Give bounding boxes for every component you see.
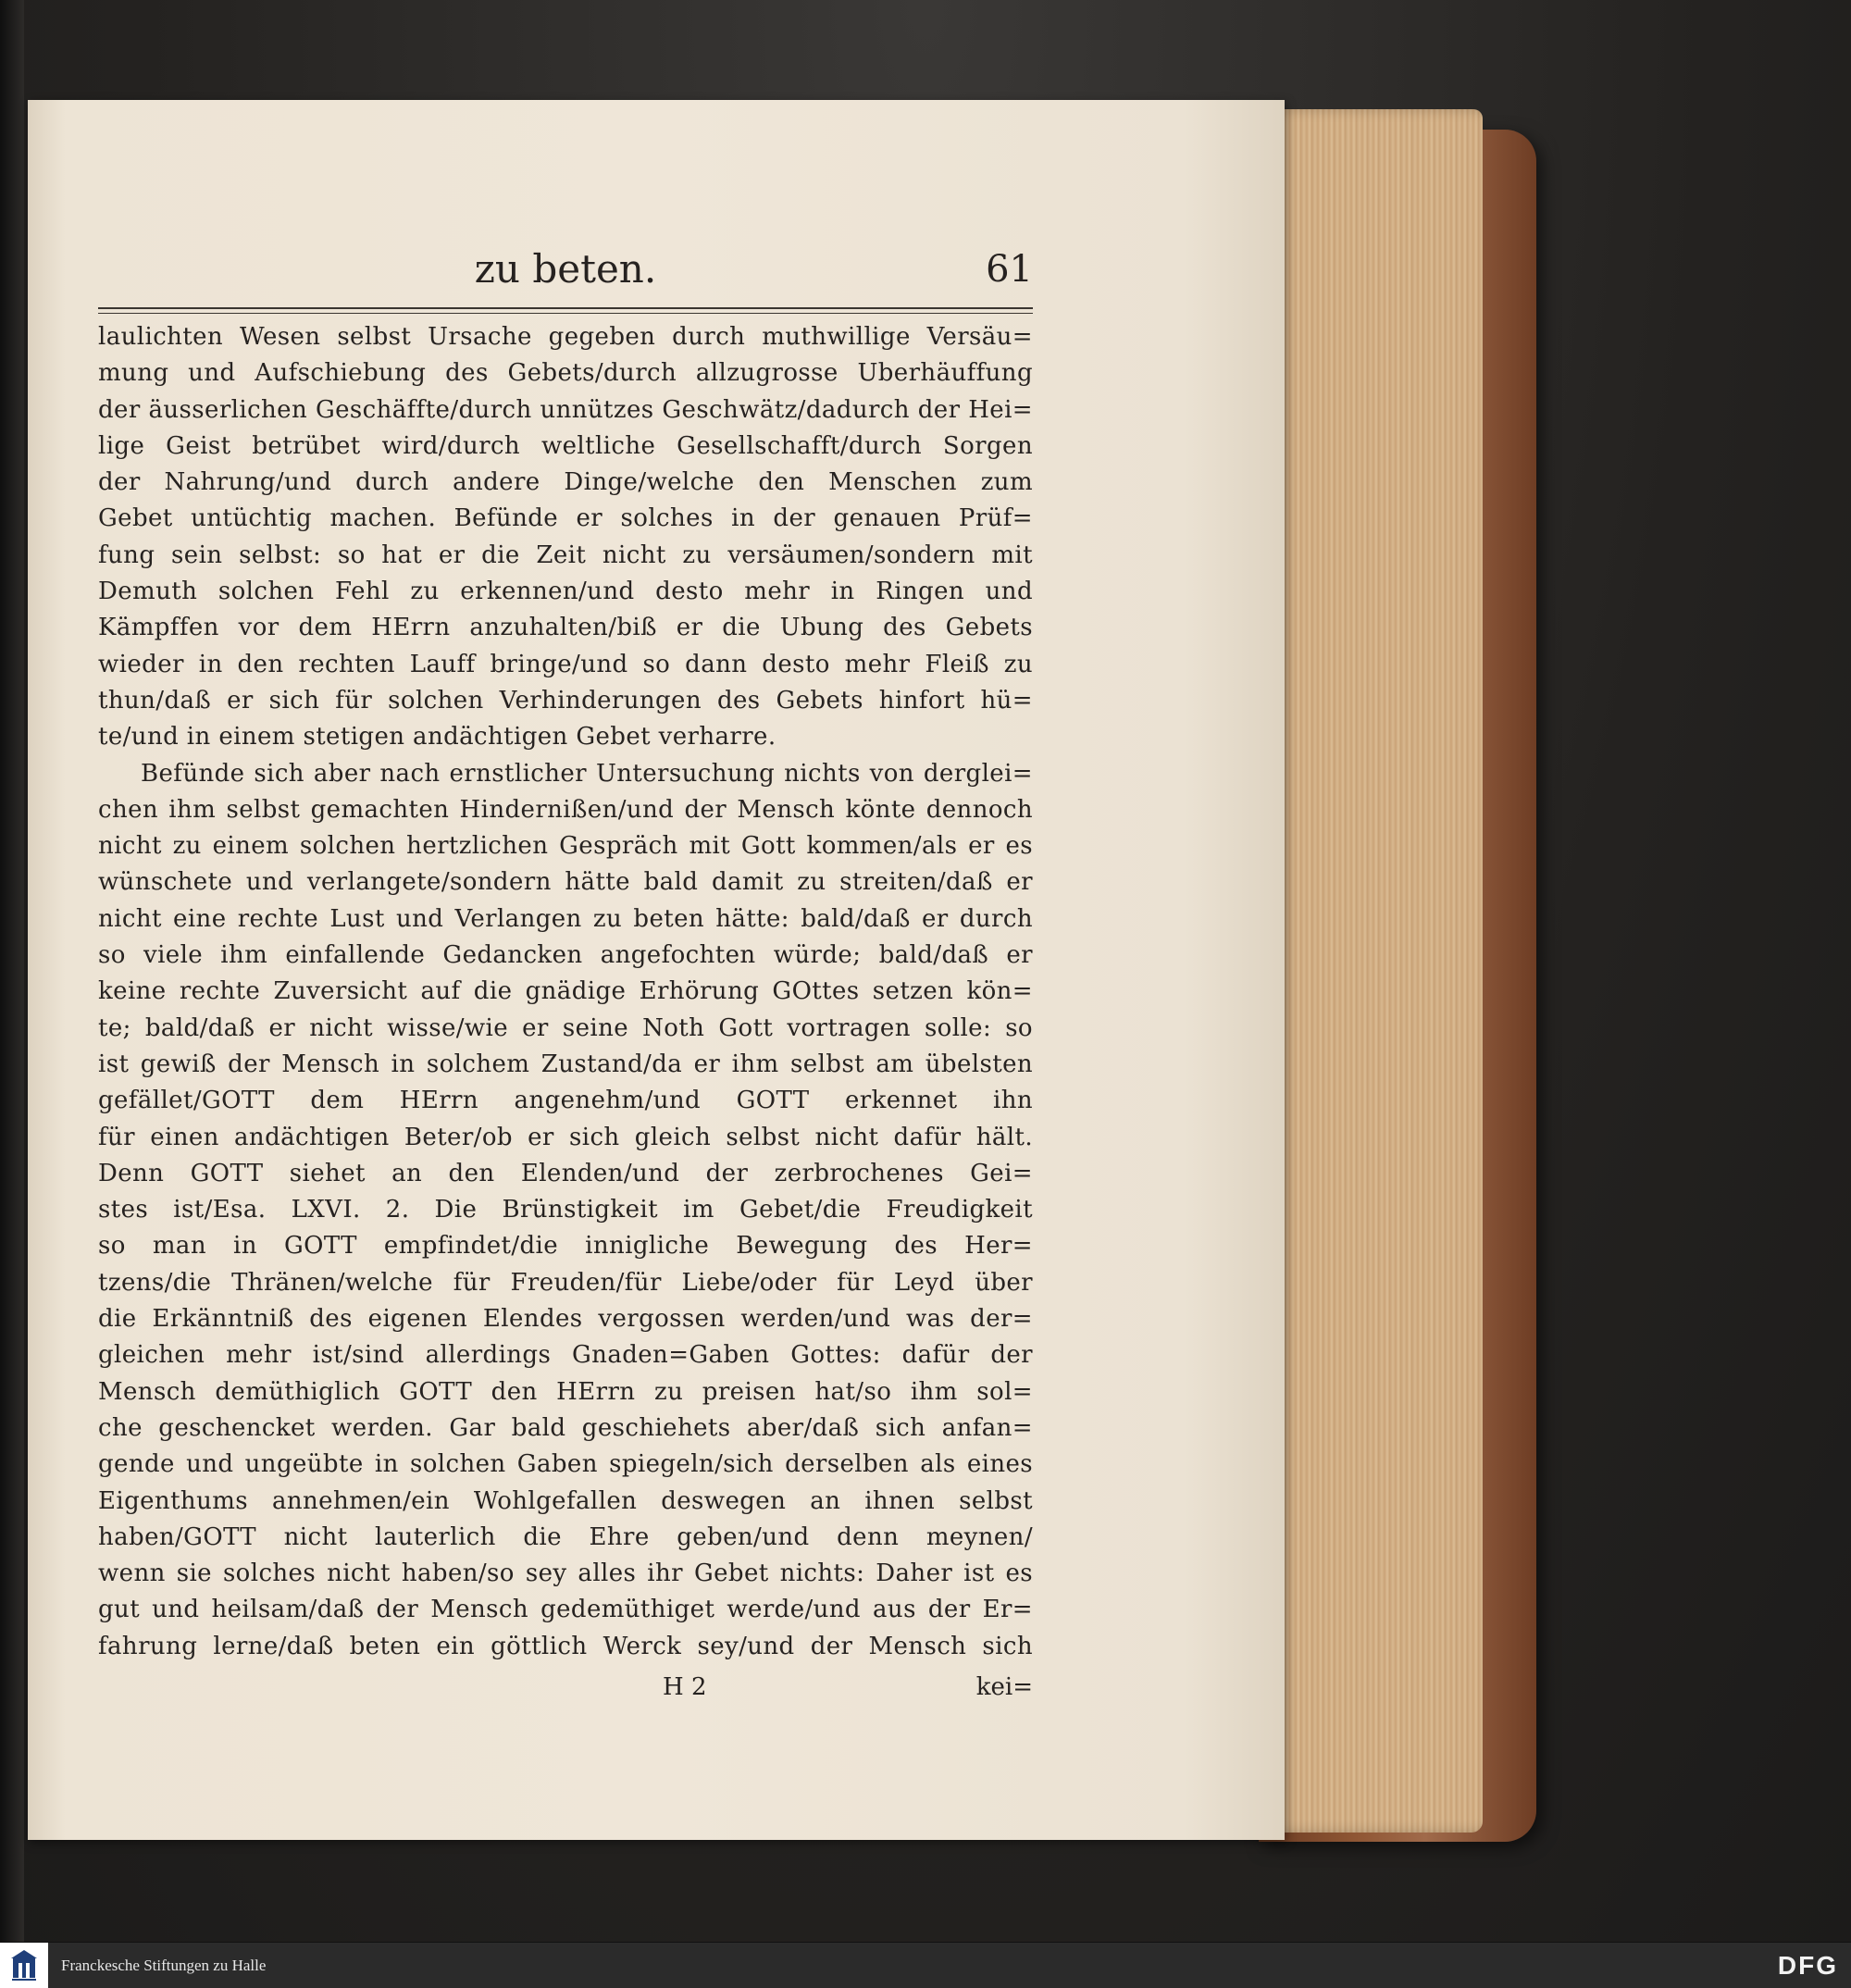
text-line: mung und Aufschiebung des Gebets/durch allzugrosse Uberhäuffung <box>98 359 1033 388</box>
text-line: chen ihm selbst gemachten Hindernißen/und der Mensch könte dennoch <box>98 795 1033 824</box>
page-edges <box>1268 109 1483 1833</box>
text-line: tzens/die Thränen/welche für Freuden/für Liebe/oder für Leyd über <box>98 1268 1033 1297</box>
left-page-edge <box>0 0 24 1942</box>
dfg-logo-icon[interactable]: DFG <box>1777 1951 1838 1980</box>
book-page <box>28 100 1285 1840</box>
text-line: nicht eine rechte Lust und Verlangen zu beten hätte: bald/daß er durch <box>98 904 1033 933</box>
text-line: ist gewiß der Mensch in solchem Zustand/da er ihm selbst am übelsten <box>98 1050 1033 1078</box>
text-line: die Erkänntniß des eigenen Elendes vergossen werden/und was der= <box>98 1305 1033 1334</box>
running-title: zu beten. <box>474 246 657 292</box>
text-line: keine rechte Zuversicht auf die gnädige Erhörung GOttes setzen kön= <box>98 977 1033 1006</box>
text-line: gleichen mehr ist/sind allerdings Gnaden=Gaben Gottes: dafür der <box>98 1341 1033 1370</box>
text-line: fung sein selbst: so hat er die Zeit nicht zu versäumen/sondern mit <box>98 540 1033 569</box>
catchword: kei= <box>975 1672 1033 1701</box>
viewer-footer <box>0 1942 1851 1988</box>
signature-line <box>98 1669 1033 1706</box>
text-line: so man in GOTT empfindet/die innigliche Bewegung des Her= <box>98 1232 1033 1261</box>
text-line: fahrung lerne/daß beten ein göttlich Werck sey/und der Mensch sich <box>98 1632 1033 1660</box>
text-line: che geschencket werden. Gar bald geschiehets aber/daß sich anfan= <box>98 1413 1033 1442</box>
text-line: haben/GOTT nicht lauterlich die Ehre geben/und denn meynen/ <box>98 1522 1033 1551</box>
text-line: lige Geist betrübet wird/durch weltliche Gesellschafft/durch Sorgen <box>98 431 1033 460</box>
header-rule <box>98 307 1033 314</box>
text-line: so viele ihm einfallende Gedancken angefochten würde; bald/daß er <box>98 941 1033 970</box>
institution-link[interactable]: Franckesche Stiftungen zu Halle <box>61 1957 267 1974</box>
text-line: te; bald/daß er nicht wisse/wie er seine Noth Gott vortragen solle: so <box>98 1013 1033 1042</box>
text-line: der äusserlichen Geschäffte/durch unnützes Geschwätz/dadurch der Hei= <box>98 395 1033 424</box>
text-line: Eigenthums annehmen/ein Wohlgefallen deswegen an ihnen selbst <box>98 1486 1033 1515</box>
text-line: thun/daß er sich für solchen Verhinderungen des Gebets hinfort hü= <box>98 686 1033 714</box>
text-line: te/und in einem stetigen andächtigen Gebet verharre. <box>98 723 776 752</box>
text-line: Denn GOTT siehet an den Elenden/und der zerbrochenes Gei= <box>98 1159 1033 1187</box>
text-line: gende und ungeübte in solchen Gaben spiegeln/sich derselben als eines <box>98 1450 1033 1479</box>
text-line: wenn sie solches nicht haben/so sey alles ihr Gebet nichts: Daher ist es <box>98 1559 1033 1588</box>
text-line: wünschete und verlangete/sondern hätte bald damit zu streiten/daß er <box>98 868 1033 897</box>
text-line: gefället/GOTT dem HErrn angenehm/und GOTT erkennet ihn <box>98 1087 1033 1115</box>
running-head <box>98 237 1033 302</box>
text-line: wieder in den rechten Lauff bringe/und so dann desto mehr Fleiß zu <box>98 650 1033 678</box>
text-line: Mensch demüthiglich GOTT den HErrn zu preisen hat/so ihm sol= <box>98 1377 1033 1406</box>
text-line: der Nahrung/und durch andere Dinge/welche den Menschen zum <box>98 468 1033 497</box>
text-line: Demuth solchen Fehl zu erkennen/und desto mehr in Ringen und <box>98 578 1033 606</box>
text-line: Kämpffen vor dem HErrn anzuhalten/biß er die Ubung des Gebets <box>98 614 1033 642</box>
page-number: 61 <box>986 248 1033 291</box>
body-text <box>98 319 1033 1665</box>
text-line: Gebet untüchtig machen. Befünde er solches in der genauen Prüf= <box>98 504 1033 533</box>
text-line: für einen andächtigen Beter/ob er sich gleich selbst nicht dafür hält. <box>98 1123 1033 1151</box>
text-line: laulichten Wesen selbst Ursache gegeben durch muthwillige Versäu= <box>98 323 1033 351</box>
text-line: gut und heilsam/daß der Mensch gedemüthiget werde/und aus der Er= <box>98 1596 1033 1624</box>
franckesche-stiftungen-logo-icon[interactable] <box>0 1943 48 1988</box>
text-block <box>98 237 1033 1706</box>
text-line: stes ist/Esa. LXVI. 2. Die Brünstigkeit im Gebet/die Freudigkeit <box>98 1196 1033 1224</box>
text-line: nicht zu einem solchen hertzlichen Gespräch mit Gott kommen/als er es <box>98 832 1033 861</box>
signature-mark: H 2 <box>663 1672 707 1701</box>
text-line: Befünde sich aber nach ernstlicher Untersuchung nichts von derglei= <box>141 759 1033 788</box>
